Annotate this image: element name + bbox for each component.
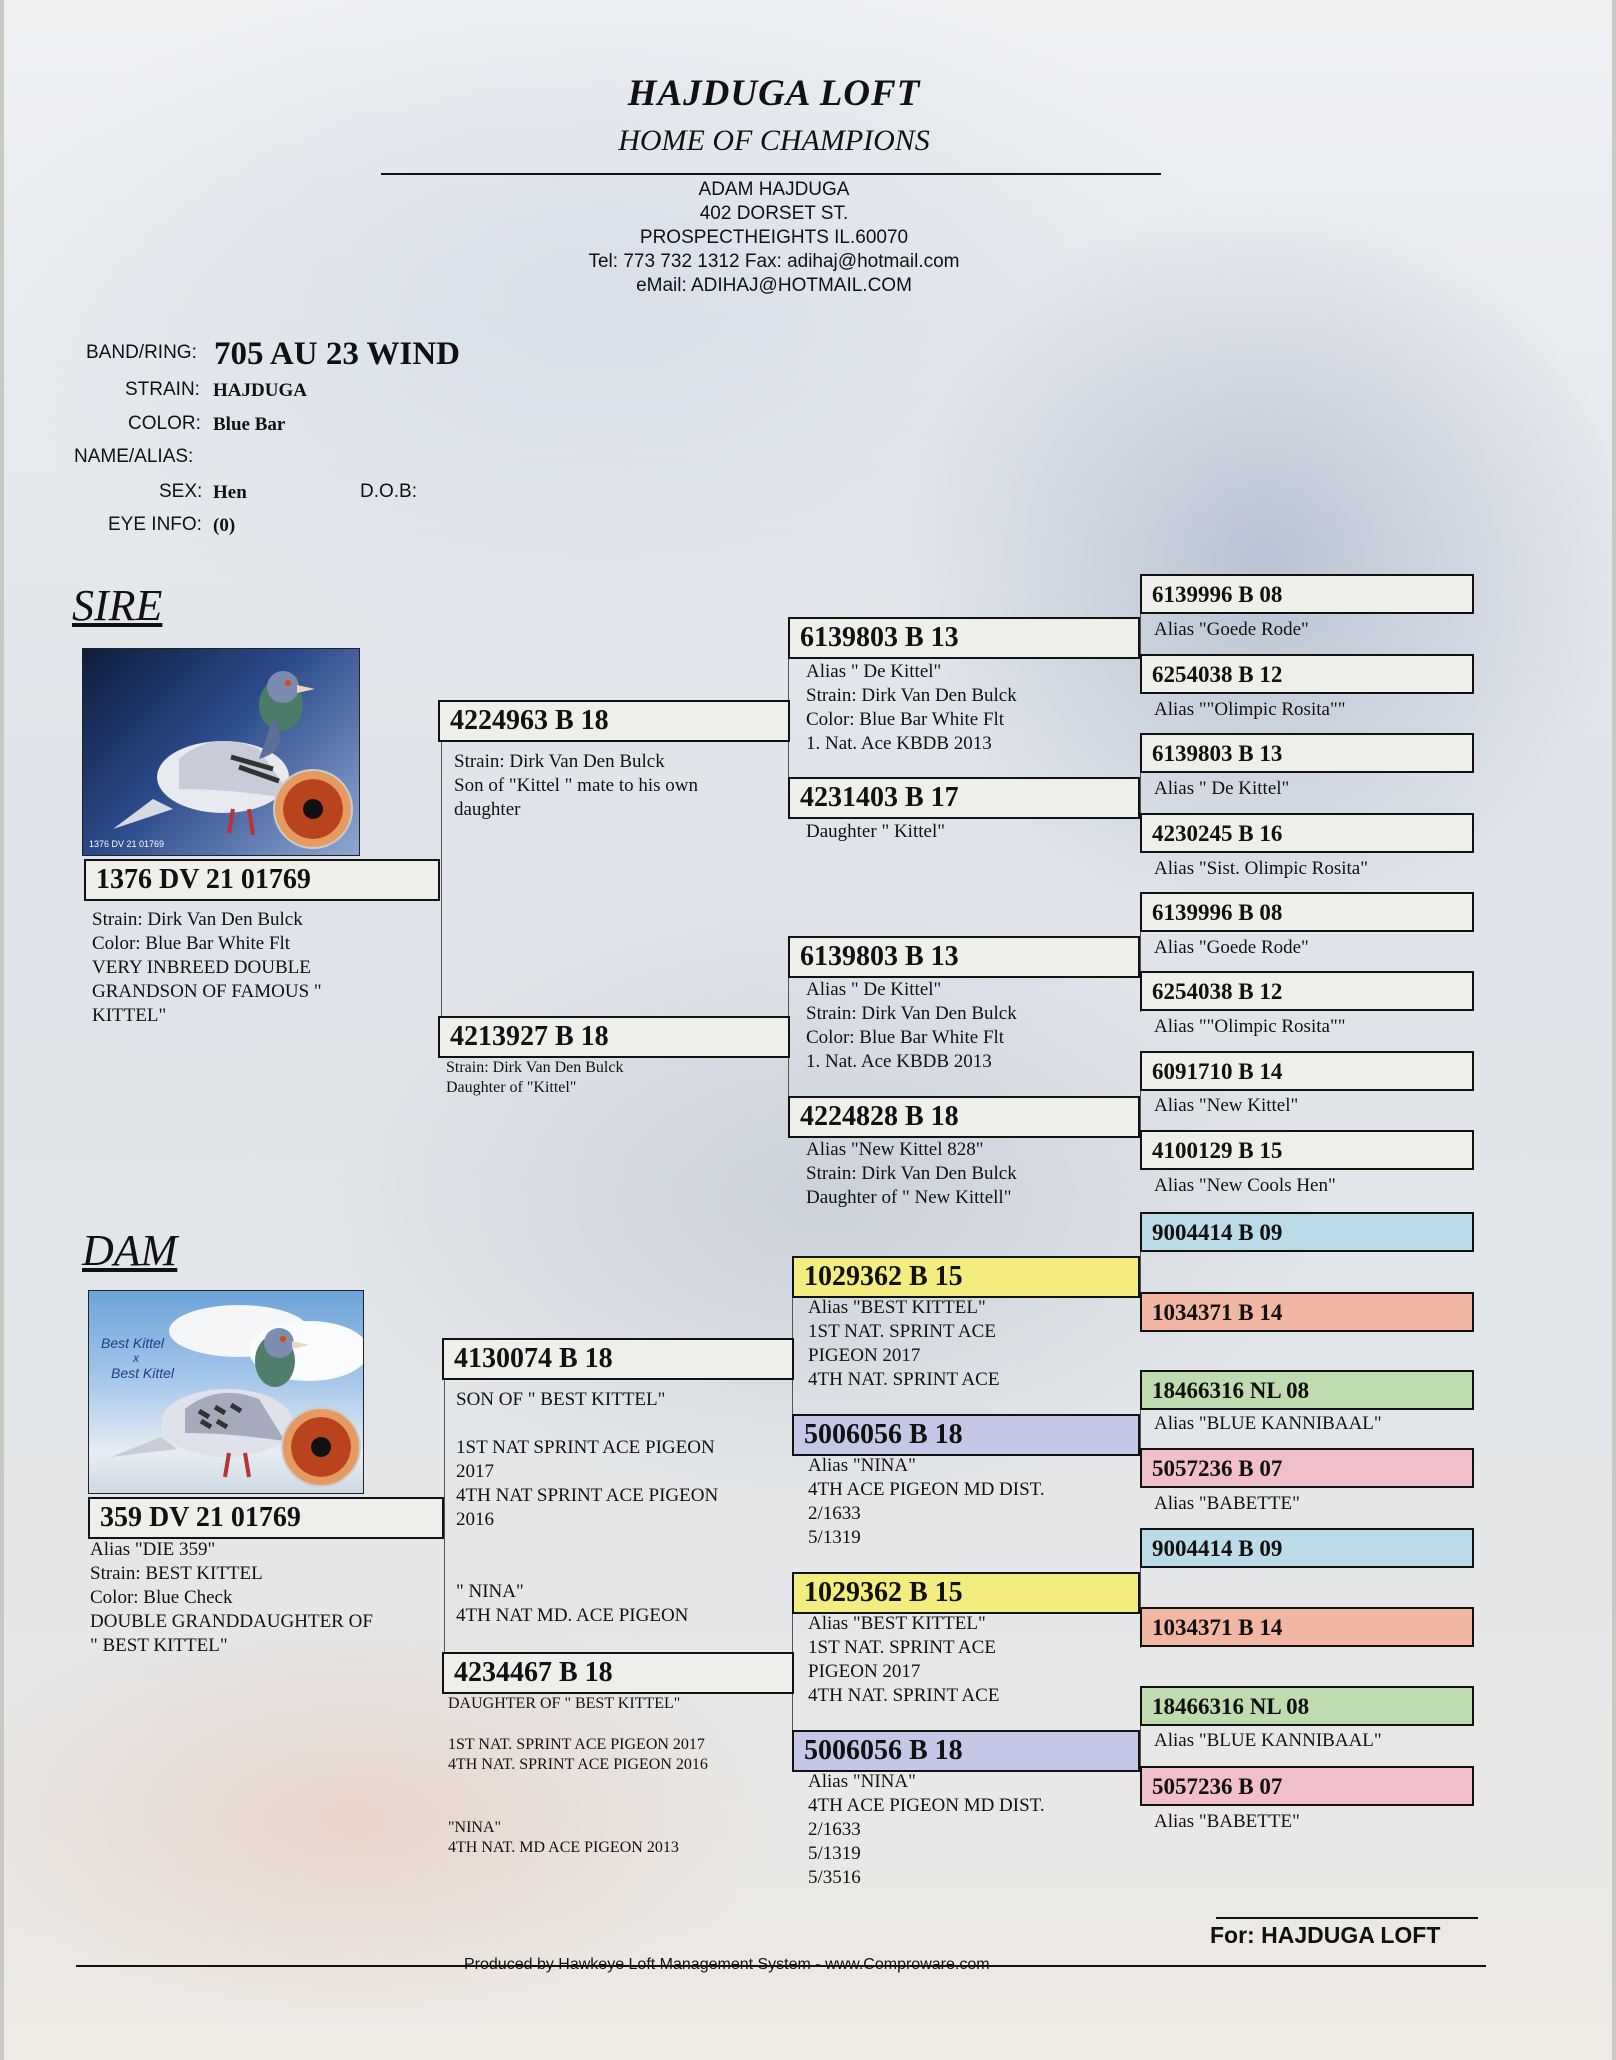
- dob-label: D.O.B:: [360, 481, 418, 502]
- strain-label: STRAIN:: [125, 379, 200, 400]
- gen3-2-notes: Daughter " Kittel": [806, 821, 945, 842]
- gen4-16-box: 5057236 B 07: [1140, 1766, 1474, 1806]
- gen4-4-notes: Alias "Sist. Olimpic Rosita": [1154, 858, 1368, 879]
- gen3-6-box: 5006056 B 18: [792, 1414, 1140, 1456]
- dam-photo: [88, 1290, 364, 1494]
- color-value: Blue Bar: [213, 414, 286, 435]
- gen2-dam-dam-notes-2: 1ST NAT. SPRINT ACE PIGEON 2017 4TH NAT. SPRINT ACE PIGEON 2016: [448, 1736, 708, 1773]
- sire-notes: Strain: Dirk Van Den Bulck Color: Blue Bar White Flt VERY INBREED DOUBLE GRANDSON OF FAMOUS " KITTEL": [92, 909, 322, 1026]
- gen3-7-box: 1029362 B 15: [792, 1572, 1140, 1614]
- dam-notes: Alias "DIE 359" Strain: BEST KITTEL Color: Blue Check DOUBLE GRANDDAUGHTER OF " BEST KITTEL": [90, 1539, 373, 1656]
- dam-heading: DAM: [82, 1226, 178, 1275]
- gen2-sire-dam-notes: Strain: Dirk Van Den Bulck Daughter of "Kittel": [446, 1059, 624, 1096]
- sire-eye-inset: [273, 769, 353, 849]
- gen4-9-box: 9004414 B 09: [1140, 1212, 1474, 1252]
- dam-photo-caption-2: x: [133, 1351, 139, 1365]
- gen3-8-notes: Alias "NINA" 4TH ACE PIGEON MD DIST. 2/1633 5/1319 5/3516: [808, 1771, 1045, 1888]
- connector-sire-gen2: [441, 720, 442, 1038]
- gen4-11-notes: Alias "BLUE KANNIBAAL": [1154, 1413, 1382, 1434]
- gen3-5-notes: Alias "BEST KITTEL" 1ST NAT. SPRINT ACE PIGEON 2017 4TH NAT. SPRINT ACE: [808, 1297, 1000, 1390]
- gen4-11-box: 18466316 NL 08: [1140, 1370, 1474, 1410]
- loft-subtitle: HOME OF CHAMPIONS: [618, 124, 930, 157]
- band-label: BAND/RING:: [86, 342, 197, 363]
- gen3-1-box: 6139803 B 13: [788, 617, 1140, 659]
- gen2-sire-sire-notes: Strain: Dirk Van Den Bulck Son of "Kittel " mate to his own daughter: [454, 751, 699, 820]
- gen4-8-box: 4100129 B 15: [1140, 1130, 1474, 1170]
- dam-band-box: 359 DV 21 01769: [88, 1497, 444, 1539]
- gen4-2-box: 6254038 B 12: [1140, 654, 1474, 694]
- sex-value: Hen: [213, 482, 247, 503]
- owner-street: 402 DORSET ST.: [699, 203, 849, 224]
- sire-photo-caption: 1376 DV 21 01769: [89, 839, 165, 849]
- gen4-12-box: 5057236 B 07: [1140, 1448, 1474, 1488]
- gen4-16-notes: Alias "BABETTE": [1154, 1811, 1300, 1832]
- for-owner: For: HAJDUGA LOFT: [1210, 1922, 1441, 1948]
- gen2-dam-sire-box: 4130074 B 18: [442, 1338, 794, 1380]
- gen2-sire-dam-box: 4213927 B 18: [438, 1016, 790, 1058]
- name-alias-label: NAME/ALIAS:: [74, 446, 194, 467]
- dam-photo-caption-3: Best Kittel: [111, 1365, 175, 1381]
- gen4-8-notes: Alias "New Cools Hen": [1154, 1175, 1336, 1196]
- gen3-5-box: 1029362 B 15: [792, 1256, 1140, 1298]
- dam-photo-caption-1: Best Kittel: [101, 1335, 165, 1351]
- for-divider: [1216, 1917, 1478, 1919]
- gen4-15-box: 18466316 NL 08: [1140, 1686, 1474, 1726]
- eye-info-label: EYE INFO:: [108, 514, 202, 535]
- gen3-4-notes: Alias "New Kittel 828" Strain: Dirk Van Den Bulck Daughter of " New Kittell": [806, 1139, 1017, 1208]
- gen4-7-notes: Alias "New Kittel": [1154, 1095, 1299, 1116]
- gen4-6-box: 6254038 B 12: [1140, 971, 1474, 1011]
- gen3-3-notes: Alias " De Kittel" Strain: Dirk Van Den Bulck Color: Blue Bar White Flt 1. Nat. Ace KBDB 2013: [806, 979, 1017, 1072]
- gen4-13-box: 9004414 B 09: [1140, 1528, 1474, 1568]
- owner-city: PROSPECTHEIGHTS IL.60070: [639, 227, 909, 248]
- gen3-3-box: 6139803 B 13: [788, 936, 1140, 978]
- dam-eye-inset: [281, 1407, 361, 1487]
- gen4-3-notes: Alias " De Kittel": [1154, 778, 1290, 799]
- gen4-1-notes: Alias "Goede Rode": [1154, 619, 1309, 640]
- gen2-dam-dam-notes-1: DAUGHTER OF " BEST KITTEL": [448, 1695, 681, 1712]
- gen4-1-box: 6139996 B 08: [1140, 574, 1474, 614]
- eye-info-value: (0): [213, 515, 236, 536]
- gen2-sire-sire-box: 4224963 B 18: [438, 700, 790, 742]
- pedigree-sheet: [4, 0, 1612, 2060]
- gen3-2-box: 4231403 B 17: [788, 777, 1140, 819]
- gen4-3-box: 6139803 B 13: [1140, 733, 1474, 773]
- gen3-8-box: 5006056 B 18: [792, 1730, 1140, 1772]
- sire-band-box: 1376 DV 21 01769: [84, 859, 440, 901]
- owner-email: eMail: ADIHAJ@HOTMAIL.COM: [636, 275, 912, 296]
- band-value: 705 AU 23 WIND: [214, 336, 461, 372]
- gen3-7-notes: Alias "BEST KITTEL" 1ST NAT. SPRINT ACE PIGEON 2017 4TH NAT. SPRINT ACE: [808, 1613, 1000, 1706]
- strain-value: HAJDUGA: [213, 380, 307, 401]
- gen4-5-notes: Alias "Goede Rode": [1154, 937, 1309, 958]
- gen4-4-box: 4230245 B 16: [1140, 813, 1474, 853]
- sire-photo: [82, 648, 360, 856]
- gen4-2-notes: Alias ""Olimpic Rosita"": [1154, 699, 1346, 720]
- gen2-dam-sire-notes: SON OF " BEST KITTEL" 1ST NAT SPRINT ACE PIGEON 2017 4TH NAT SPRINT ACE PIGEON 2016 " NINA" 4TH NAT MD. ACE PIGEON: [456, 1389, 719, 1626]
- color-label: COLOR:: [128, 413, 201, 434]
- gen4-5-box: 6139996 B 08: [1140, 892, 1474, 932]
- gen4-15-notes: Alias "BLUE KANNIBAAL": [1154, 1730, 1382, 1751]
- owner-phone: Tel: 773 732 1312 Fax: adihaj@hotmail.com: [588, 251, 960, 272]
- gen3-6-notes: Alias "NINA" 4TH ACE PIGEON MD DIST. 2/1633 5/1319: [808, 1455, 1045, 1548]
- sire-heading: SIRE: [72, 581, 163, 630]
- gen4-14-box: 1034371 B 14: [1140, 1607, 1474, 1647]
- gen4-12-notes: Alias "BABETTE": [1154, 1493, 1300, 1514]
- produced-by: Produced by Hawkeye Loft Management System - www.Comproware.com: [464, 1956, 990, 1973]
- header-divider: [381, 173, 1161, 175]
- sex-label: SEX:: [159, 481, 203, 502]
- owner-name: ADAM HAJDUGA: [698, 179, 850, 200]
- loft-title: HAJDUGA LOFT: [627, 73, 921, 114]
- gen2-dam-dam-notes-3: "NINA" 4TH NAT. MD ACE PIGEON 2013: [448, 1819, 679, 1856]
- gen3-4-box: 4224828 B 18: [788, 1096, 1140, 1138]
- gen2-dam-dam-box: 4234467 B 18: [442, 1652, 794, 1694]
- gen3-1-notes: Alias " De Kittel" Strain: Dirk Van Den Bulck Color: Blue Bar White Flt 1. Nat. Ace KBDB 2013: [806, 661, 1017, 754]
- gen4-10-box: 1034371 B 14: [1140, 1292, 1474, 1332]
- gen4-7-box: 6091710 B 14: [1140, 1051, 1474, 1091]
- connector-dam-gen2: [444, 1360, 445, 1690]
- gen4-6-notes: Alias ""Olimpic Rosita"": [1154, 1016, 1346, 1037]
